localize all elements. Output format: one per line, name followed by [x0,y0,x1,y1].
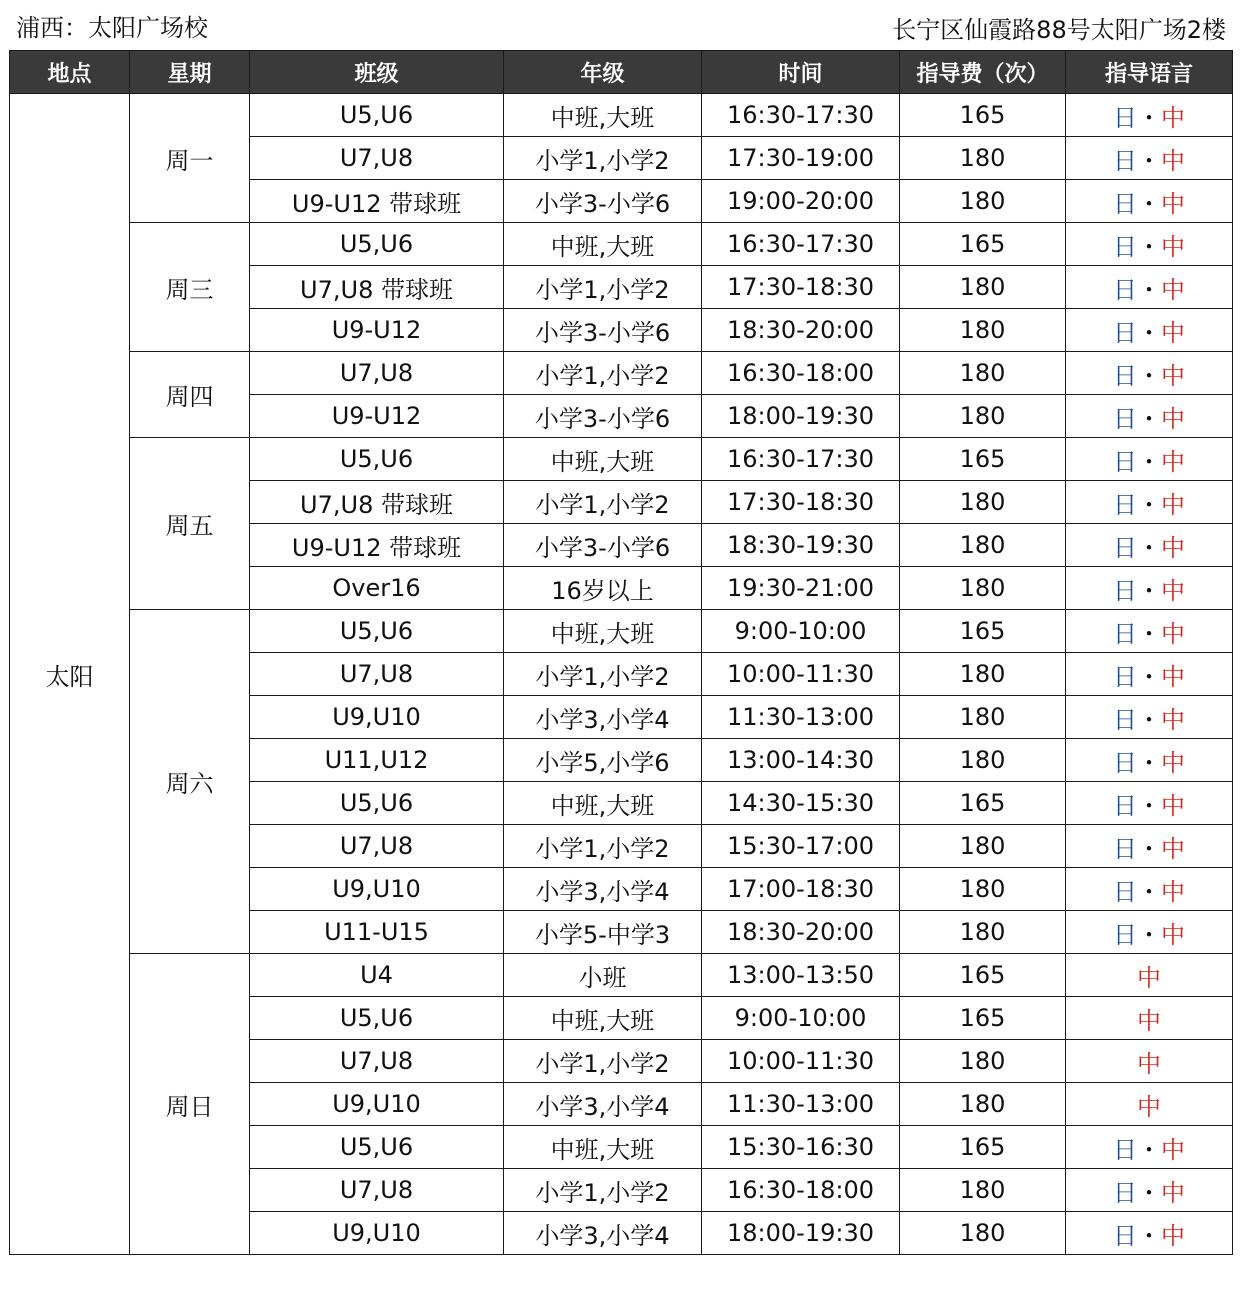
language-separator: ・ [1137,834,1161,863]
grade-cell: 小学1,小学2 [504,352,702,395]
language-cell [1066,1212,1233,1255]
grade-cell: 小学3-小学6 [504,180,702,223]
time-cell: 18:30-20:00 [702,911,900,954]
fee-cell: 180 [900,1212,1066,1255]
class-cell: U5,U6 [250,610,504,653]
grade-cell: 小学3,小学4 [504,696,702,739]
language-separator: ・ [1137,1135,1161,1164]
language-japanese: 日 [1113,920,1137,949]
grade-cell: 中班,大班 [504,94,702,137]
time-cell: 11:30-13:00 [702,1083,900,1126]
language-cell [1066,1126,1233,1169]
language-separator: ・ [1137,361,1161,390]
table-row [10,954,1233,997]
language-cell [1066,782,1233,825]
language-cell [1066,954,1233,997]
class-cell: U9-U12 [250,395,504,438]
header-language: 指导语言 [1066,51,1233,94]
campus-address: 长宁区仙霞路88号太阳广场2楼 [892,16,1226,44]
fee-cell: 165 [900,1126,1066,1169]
language-japanese: 日 [1113,404,1137,433]
fee-cell: 180 [900,481,1066,524]
fee-cell: 180 [900,739,1066,782]
class-cell: U9-U12 [250,309,504,352]
language-cell [1066,696,1233,739]
language-japanese: 日 [1113,361,1137,390]
time-cell: 10:00-11:30 [702,653,900,696]
weekday-cell: 周三 [130,223,250,352]
language-chinese: 中 [1161,189,1185,218]
grade-cell: 小学1,小学2 [504,266,702,309]
language-cell [1066,266,1233,309]
language-chinese: 中 [1137,1092,1161,1121]
language-cell [1066,653,1233,696]
language-cell [1066,481,1233,524]
fee-cell: 180 [900,180,1066,223]
grade-cell: 小学1,小学2 [504,137,702,180]
grade-cell: 中班,大班 [504,1126,702,1169]
header-fee: 指导费（次） [900,51,1066,94]
class-cell: U7,U8 [250,653,504,696]
class-cell: U9,U10 [250,696,504,739]
time-cell: 16:30-18:00 [702,1169,900,1212]
class-cell: U7,U8 [250,352,504,395]
grade-cell: 中班,大班 [504,438,702,481]
language-japanese: 日 [1113,705,1137,734]
campus-title: 浦西：太阳广场校 [16,14,208,42]
fee-cell: 180 [900,1083,1066,1126]
weekday-cell: 周一 [130,94,250,223]
time-cell: 18:30-19:30 [702,524,900,567]
time-cell: 18:00-19:30 [702,395,900,438]
header-row [10,51,1233,94]
time-cell: 13:00-13:50 [702,954,900,997]
class-cell: U4 [250,954,504,997]
language-cell [1066,911,1233,954]
grade-cell: 16岁以上 [504,567,702,610]
language-japanese: 日 [1113,748,1137,777]
language-separator: ・ [1137,705,1161,734]
language-cell [1066,395,1233,438]
class-cell: U5,U6 [250,997,504,1040]
language-chinese: 中 [1161,533,1185,562]
grade-cell: 小学3-小学6 [504,524,702,567]
weekday-cell: 周日 [130,954,250,1255]
language-chinese: 中 [1161,576,1185,605]
language-separator: ・ [1137,791,1161,820]
fee-cell: 180 [900,825,1066,868]
grade-cell: 中班,大班 [504,782,702,825]
table-header [10,51,1233,94]
fee-cell: 180 [900,309,1066,352]
language-chinese: 中 [1161,447,1185,476]
language-chinese: 中 [1161,920,1185,949]
language-japanese: 日 [1113,189,1137,218]
time-cell: 15:30-17:00 [702,825,900,868]
fee-cell: 180 [900,911,1066,954]
class-cell: Over16 [250,567,504,610]
language-cell [1066,180,1233,223]
time-cell: 16:30-17:30 [702,438,900,481]
language-japanese: 日 [1113,619,1137,648]
language-separator: ・ [1137,275,1161,304]
grade-cell: 中班,大班 [504,610,702,653]
language-separator: ・ [1137,533,1161,562]
table-row [10,438,1233,481]
time-cell: 18:00-19:30 [702,1212,900,1255]
language-chinese: 中 [1161,662,1185,691]
language-chinese: 中 [1161,1135,1185,1164]
language-japanese: 日 [1113,1135,1137,1164]
grade-cell: 小班 [504,954,702,997]
language-cell [1066,223,1233,266]
fee-cell: 165 [900,223,1066,266]
fee-cell: 180 [900,1169,1066,1212]
class-cell: U7,U8 [250,825,504,868]
class-cell: U7,U8 [250,1169,504,1212]
language-cell [1066,739,1233,782]
fee-cell: 180 [900,137,1066,180]
time-cell: 19:30-21:00 [702,567,900,610]
time-cell: 15:30-16:30 [702,1126,900,1169]
language-japanese: 日 [1113,576,1137,605]
language-cell [1066,1040,1233,1083]
language-separator: ・ [1137,619,1161,648]
language-cell [1066,438,1233,481]
location-cell: 太阳 [10,94,130,1255]
class-cell: U5,U6 [250,1126,504,1169]
fee-cell: 180 [900,868,1066,911]
language-japanese: 日 [1113,103,1137,132]
language-separator: ・ [1137,920,1161,949]
class-cell: U7,U8 带球班 [250,266,504,309]
class-cell: U11-U15 [250,911,504,954]
fee-cell: 180 [900,567,1066,610]
language-separator: ・ [1137,1221,1161,1250]
language-cell [1066,137,1233,180]
fee-cell: 165 [900,94,1066,137]
header-weekday: 星期 [130,51,250,94]
language-japanese: 日 [1113,146,1137,175]
fee-cell: 180 [900,352,1066,395]
class-cell: U9-U12 带球班 [250,524,504,567]
language-japanese: 日 [1113,1221,1137,1250]
time-cell: 16:30-17:30 [702,223,900,266]
language-cell [1066,868,1233,911]
language-chinese: 中 [1137,963,1161,992]
language-cell [1066,610,1233,653]
time-cell: 17:30-18:30 [702,266,900,309]
language-separator: ・ [1137,490,1161,519]
language-chinese: 中 [1161,619,1185,648]
fee-cell: 180 [900,266,1066,309]
language-chinese: 中 [1161,275,1185,304]
language-separator: ・ [1137,1178,1161,1207]
language-japanese: 日 [1113,447,1137,476]
weekday-cell: 周六 [130,610,250,954]
time-cell: 14:30-15:30 [702,782,900,825]
class-cell: U5,U6 [250,782,504,825]
language-chinese: 中 [1161,705,1185,734]
language-cell [1066,524,1233,567]
language-cell [1066,1083,1233,1126]
table-row [10,352,1233,395]
language-chinese: 中 [1161,1221,1185,1250]
language-separator: ・ [1137,447,1161,476]
table-body [10,94,1233,1255]
language-chinese: 中 [1161,490,1185,519]
fee-cell: 165 [900,782,1066,825]
time-cell: 9:00-10:00 [702,610,900,653]
grade-cell: 中班,大班 [504,997,702,1040]
language-separator: ・ [1137,232,1161,261]
table-row [10,94,1233,137]
grade-cell: 小学1,小学2 [504,481,702,524]
language-japanese: 日 [1113,490,1137,519]
class-cell: U7,U8 带球班 [250,481,504,524]
language-separator: ・ [1137,576,1161,605]
language-japanese: 日 [1113,791,1137,820]
class-cell: U9-U12 带球班 [250,180,504,223]
class-cell: U9,U10 [250,1083,504,1126]
grade-cell: 小学3,小学4 [504,868,702,911]
language-cell [1066,567,1233,610]
class-cell: U5,U6 [250,438,504,481]
time-cell: 16:30-17:30 [702,94,900,137]
language-separator: ・ [1137,146,1161,175]
language-cell [1066,309,1233,352]
grade-cell: 小学1,小学2 [504,825,702,868]
language-cell [1066,94,1233,137]
header-location: 地点 [10,51,130,94]
language-separator: ・ [1137,404,1161,433]
language-chinese: 中 [1161,318,1185,347]
fee-cell: 165 [900,997,1066,1040]
class-cell: U9,U10 [250,1212,504,1255]
language-chinese: 中 [1161,232,1185,261]
language-separator: ・ [1137,318,1161,347]
fee-cell: 180 [900,1040,1066,1083]
schedule-table [9,50,1233,1255]
grade-cell: 小学5,小学6 [504,739,702,782]
time-cell: 11:30-13:00 [702,696,900,739]
time-cell: 17:00-18:30 [702,868,900,911]
table-row [10,223,1233,266]
grade-cell: 小学1,小学2 [504,1040,702,1083]
language-cell [1066,352,1233,395]
language-japanese: 日 [1113,533,1137,562]
language-separator: ・ [1137,662,1161,691]
class-cell: U11,U12 [250,739,504,782]
time-cell: 17:30-19:00 [702,137,900,180]
table-row [10,610,1233,653]
grade-cell: 小学3,小学4 [504,1083,702,1126]
language-separator: ・ [1137,748,1161,777]
language-chinese: 中 [1161,748,1185,777]
header-time: 时间 [702,51,900,94]
fee-cell: 165 [900,610,1066,653]
grade-cell: 小学3-小学6 [504,309,702,352]
language-chinese: 中 [1161,791,1185,820]
grade-cell: 小学3-小学6 [504,395,702,438]
time-cell: 13:00-14:30 [702,739,900,782]
language-japanese: 日 [1113,232,1137,261]
grade-cell: 中班,大班 [504,223,702,266]
fee-cell: 180 [900,395,1066,438]
language-chinese: 中 [1161,103,1185,132]
time-cell: 18:30-20:00 [702,309,900,352]
language-japanese: 日 [1113,1178,1137,1207]
language-chinese: 中 [1161,404,1185,433]
weekday-cell: 周五 [130,438,250,610]
fee-cell: 165 [900,438,1066,481]
weekday-cell: 周四 [130,352,250,438]
language-japanese: 日 [1113,834,1137,863]
language-separator: ・ [1137,189,1161,218]
time-cell: 16:30-18:00 [702,352,900,395]
class-cell: U5,U6 [250,223,504,266]
language-cell [1066,825,1233,868]
grade-cell: 小学1,小学2 [504,1169,702,1212]
language-japanese: 日 [1113,275,1137,304]
fee-cell: 180 [900,696,1066,739]
class-cell: U5,U6 [250,94,504,137]
class-cell: U9,U10 [250,868,504,911]
grade-cell: 小学1,小学2 [504,653,702,696]
language-cell [1066,1169,1233,1212]
time-cell: 9:00-10:00 [702,997,900,1040]
header-class: 班级 [250,51,504,94]
language-chinese: 中 [1137,1006,1161,1035]
grade-cell: 小学5-中学3 [504,911,702,954]
language-chinese: 中 [1137,1049,1161,1078]
language-separator: ・ [1137,103,1161,132]
language-japanese: 日 [1113,877,1137,906]
language-chinese: 中 [1161,361,1185,390]
fee-cell: 180 [900,653,1066,696]
class-cell: U7,U8 [250,137,504,180]
language-chinese: 中 [1161,877,1185,906]
header-grade: 年级 [504,51,702,94]
language-chinese: 中 [1161,1178,1185,1207]
language-japanese: 日 [1113,662,1137,691]
fee-cell: 180 [900,524,1066,567]
fee-cell: 165 [900,954,1066,997]
language-separator: ・ [1137,877,1161,906]
language-japanese: 日 [1113,318,1137,347]
class-cell: U7,U8 [250,1040,504,1083]
time-cell: 10:00-11:30 [702,1040,900,1083]
time-cell: 19:00-20:00 [702,180,900,223]
language-chinese: 中 [1161,834,1185,863]
language-cell [1066,997,1233,1040]
grade-cell: 小学3,小学4 [504,1212,702,1255]
language-chinese: 中 [1161,146,1185,175]
time-cell: 17:30-18:30 [702,481,900,524]
